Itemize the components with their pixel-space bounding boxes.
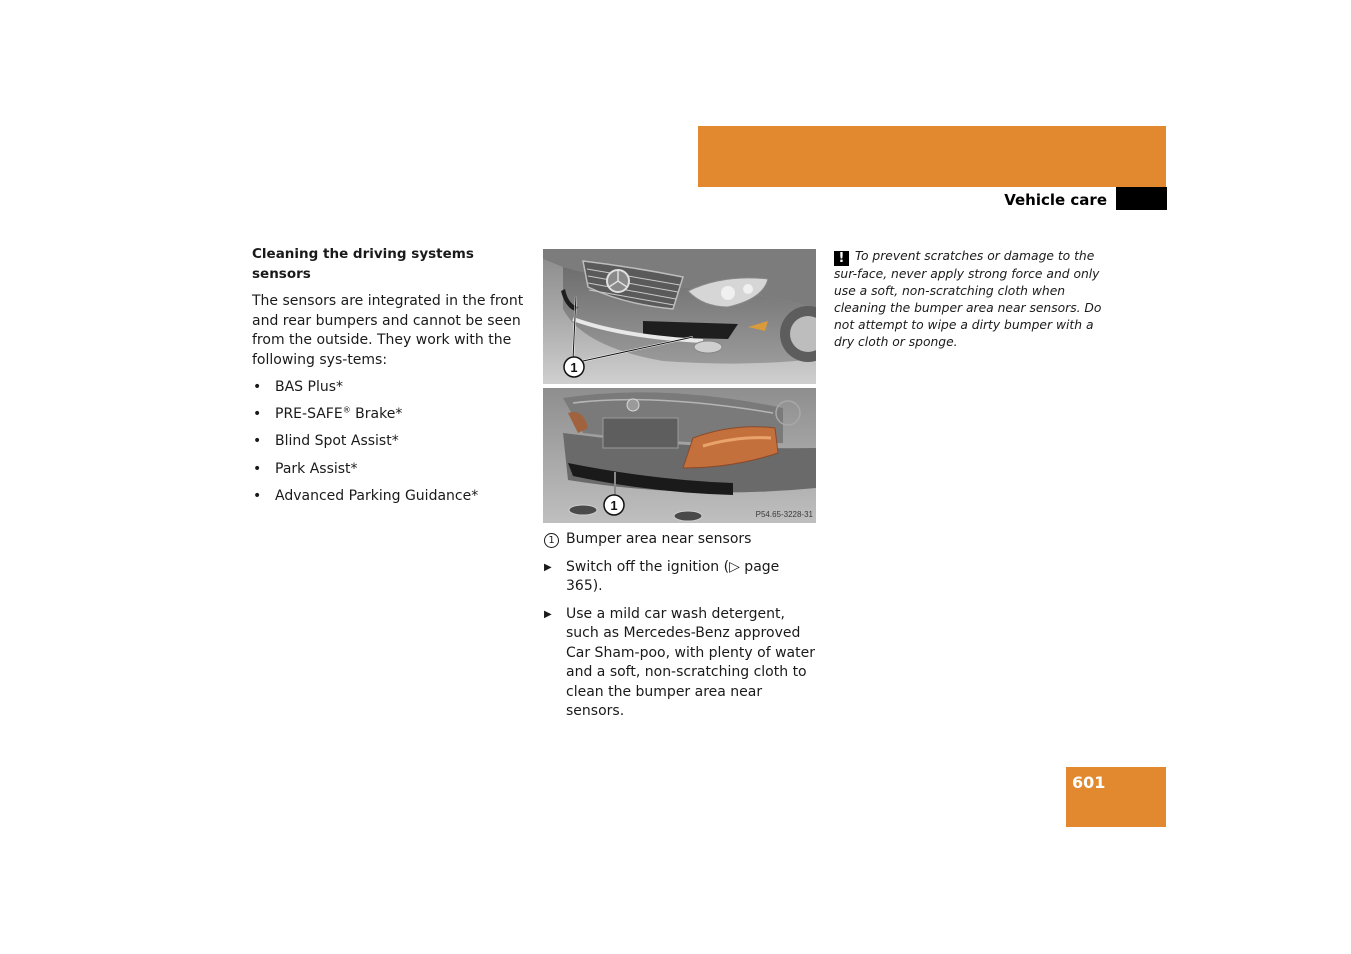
bullet-icon: • bbox=[253, 487, 262, 504]
image-code: P54.65-3228-31 bbox=[755, 510, 813, 519]
intro-paragraph: The sensors are integrated in the front and rear bumpers and cannot be seen from the outside. They work with the following sys-tems: bbox=[252, 293, 524, 368]
front-callout-number: 1 bbox=[570, 360, 578, 375]
instruction-step: ▶ Switch off the ignition (▷ page 365). bbox=[544, 558, 780, 594]
list-item: • Blind Spot Assist* bbox=[252, 432, 527, 452]
step-arrow-icon: ▶ bbox=[544, 561, 552, 573]
section-title: Operation bbox=[1199, 160, 1292, 179]
front-bumper-photo bbox=[543, 249, 816, 384]
list-item: • Park Assist* bbox=[252, 460, 527, 480]
bullet-icon: • bbox=[253, 406, 262, 423]
figure-caption: 1 Bumper area near sensors bbox=[543, 530, 818, 550]
bullet-icon: • bbox=[253, 433, 262, 450]
bumper-figure bbox=[543, 249, 816, 523]
list-item: • Advanced Parking Guidance* bbox=[252, 487, 527, 507]
middle-column bbox=[543, 530, 818, 730]
caption-number-icon: 1 bbox=[544, 533, 559, 548]
warning-text: To prevent scratches or damage to the sur-face, never apply strong force and only use a soft, non-scratching cloth when cleaning the bumper area near sensors. Do not attempt to wipe a dirty bumper with a dry cloth or sponge. bbox=[834, 249, 1102, 349]
left-column bbox=[252, 245, 527, 514]
registered-mark: ® bbox=[342, 405, 351, 415]
page-number-tab bbox=[1066, 767, 1166, 827]
warning-note bbox=[834, 248, 1109, 351]
rear-bumper-photo bbox=[543, 388, 816, 523]
warning-icon: ! bbox=[834, 251, 849, 266]
step-arrow-icon: ▶ bbox=[544, 608, 552, 620]
section-heading: Cleaning the driving systems sensors bbox=[252, 246, 474, 282]
bullet-icon: • bbox=[253, 460, 262, 477]
section-marker-tab bbox=[1116, 187, 1167, 210]
page-number: 601 bbox=[1072, 773, 1106, 792]
rear-callout-number: 1 bbox=[610, 498, 618, 513]
list-item: • BAS Plus* bbox=[252, 378, 527, 398]
bullet-icon: • bbox=[253, 379, 262, 395]
systems-list bbox=[252, 378, 527, 506]
instruction-step: ▶ Use a mild car wash detergent, such as Mercedes-Benz approved Car Sham-poo, with plenty of water and a soft, non-scratching cloth to clean the bumper area near sensors. bbox=[544, 605, 815, 719]
header-band bbox=[698, 126, 1166, 187]
list-item: • PRE-SAFE® Brake* bbox=[252, 405, 527, 425]
subsection-title: Vehicle care bbox=[1004, 191, 1107, 209]
